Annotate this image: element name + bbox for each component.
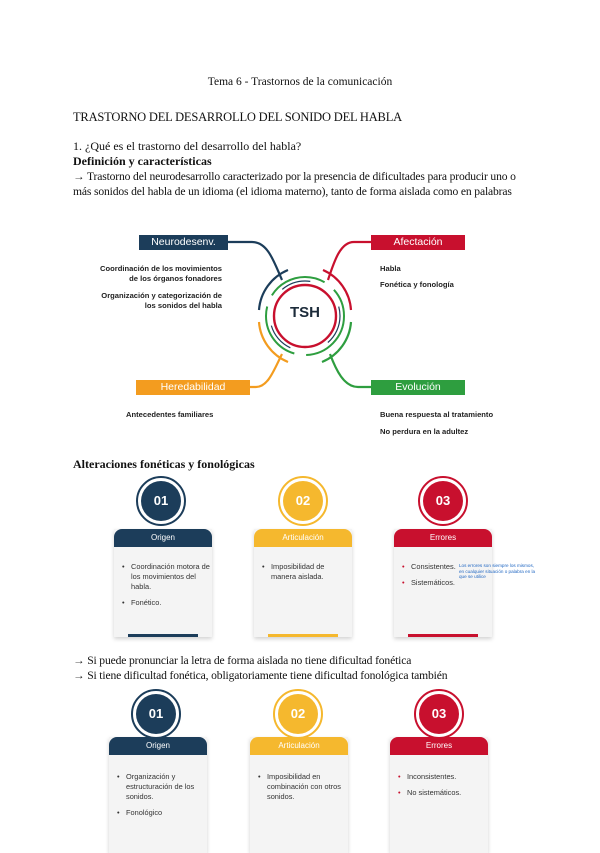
circle-number-01: 01 [141, 481, 181, 521]
card-item [398, 788, 486, 798]
card-item-text: Organización y estructuración de los sonidos. [126, 772, 195, 801]
bullet: • [398, 788, 401, 797]
bullet: • [117, 772, 120, 781]
card-title: Articulación [250, 737, 348, 755]
bullet: • [262, 562, 265, 571]
info-card-errores [390, 737, 488, 853]
card-title: Articulación [254, 529, 352, 547]
tag-neurodesarrollo: Neurodesenv. [139, 235, 228, 250]
bullet: • [258, 772, 261, 781]
circle-number-03: 03 [423, 481, 463, 521]
info-card-errores [394, 529, 492, 637]
card-footer-bar [268, 634, 338, 637]
card-item-text: Fonológico [126, 808, 163, 817]
card-item-text: Sistemáticos. [411, 578, 455, 587]
bullet: • [122, 598, 125, 607]
card-item-text: No sistemáticos. [407, 788, 462, 797]
card-item-text: Imposibilidad en combinación con otros sonidos. [267, 772, 341, 801]
card-item-text: Imposibilidad de manera aislada. [271, 562, 325, 581]
card-item-text: Fonético. [131, 598, 162, 607]
connector-neuro [228, 242, 282, 280]
card-items [398, 772, 486, 804]
card-footer-bar [408, 634, 478, 637]
heredabilidad-item-1: Antecedentes familiares [126, 410, 214, 419]
neuro-item-2: Organización y categorización de los sonidos del habla [101, 291, 222, 310]
card-items [117, 772, 205, 824]
definition-text: → Trastorno del neurodesarrollo caracterizado por la presencia de dificultades para producir uno o más sonidos del habla de un idioma (el idioma materno), tanto de forma aislada como en palabras [73, 170, 516, 198]
cards-row-bottom [0, 686, 600, 848]
card-items [262, 562, 350, 588]
card-item [402, 562, 464, 572]
afectacion-item-2: Fonética y fonología [380, 280, 454, 289]
neuro-item-1: Coordinación de los movimientos de los órganos fonadores [100, 264, 222, 283]
circle-number-03: 03 [419, 694, 459, 734]
card-title: Origen [109, 737, 207, 755]
note-line-2: → Si tiene dificultad fonética, obligatoriamente tiene dificultad fonológica también [73, 669, 448, 682]
bullet: • [122, 562, 125, 571]
bullet: • [402, 562, 405, 571]
card-footer-bar [128, 634, 198, 637]
card-item-text: Consistentes. [411, 562, 456, 571]
card-item-text: Coordinación motora de los movimientos del habla. [131, 562, 210, 591]
cards-row-top [0, 475, 600, 640]
mindmap-center-label: TSH [290, 304, 320, 321]
note-line-1: → Si puede pronunciar la letra de forma aislada no tiene dificultad fonética [73, 654, 412, 667]
card-item-text: Inconsistentes. [407, 772, 457, 781]
card-item [117, 772, 205, 802]
mindmap [0, 228, 600, 443]
errores-note: Los errores son siempre los mismos, en cualquier situación o palabra en la que se utilice [459, 563, 536, 579]
definition-heading: Definición y características [73, 154, 212, 168]
question-heading: 1. ¿Qué es el trastorno del desarrollo del habla? [73, 139, 302, 153]
alteraciones-heading: Alteraciones fonéticas y fonológicas [73, 457, 255, 471]
card-item [398, 772, 486, 782]
card-item [122, 562, 210, 592]
bullet: • [398, 772, 401, 781]
connector-evolucion [330, 354, 371, 387]
card-item [262, 562, 350, 582]
info-card-articulacion [254, 529, 352, 637]
circle-number-02: 02 [283, 481, 323, 521]
card-item [402, 578, 464, 588]
info-card-origen [114, 529, 212, 637]
bullet: • [402, 578, 405, 587]
card-item [117, 808, 205, 818]
section-title: TRASTORNO DEL DESARROLLO DEL SONIDO DEL HABLA [73, 110, 402, 124]
card-items [402, 562, 464, 594]
card-title: Errores [394, 529, 492, 547]
afectacion-item-1: Habla [380, 264, 401, 273]
card-items [258, 772, 346, 808]
info-card-articulacion [250, 737, 348, 853]
bullet: • [117, 808, 120, 817]
evolucion-item-1: Buena respuesta al tratamiento [380, 410, 494, 419]
card-item [122, 598, 210, 608]
circle-number-02: 02 [278, 694, 318, 734]
connector-afectacion [328, 242, 371, 280]
card-items [122, 562, 210, 614]
tag-heredabilidad: Heredabilidad [136, 380, 250, 395]
document-header: Tema 6 - Trastornos de la comunicación [207, 76, 393, 88]
connector-heredabilidad [250, 354, 282, 387]
card-title: Origen [114, 529, 212, 547]
evolucion-item-2: No perdura en la adultez [380, 427, 469, 436]
info-card-origen [109, 737, 207, 853]
tag-evolucion: Evolución [371, 380, 465, 395]
circle-number-01: 01 [136, 694, 176, 734]
tag-afectacion: Afectación [371, 235, 465, 250]
card-item [258, 772, 346, 802]
card-title: Errores [390, 737, 488, 755]
